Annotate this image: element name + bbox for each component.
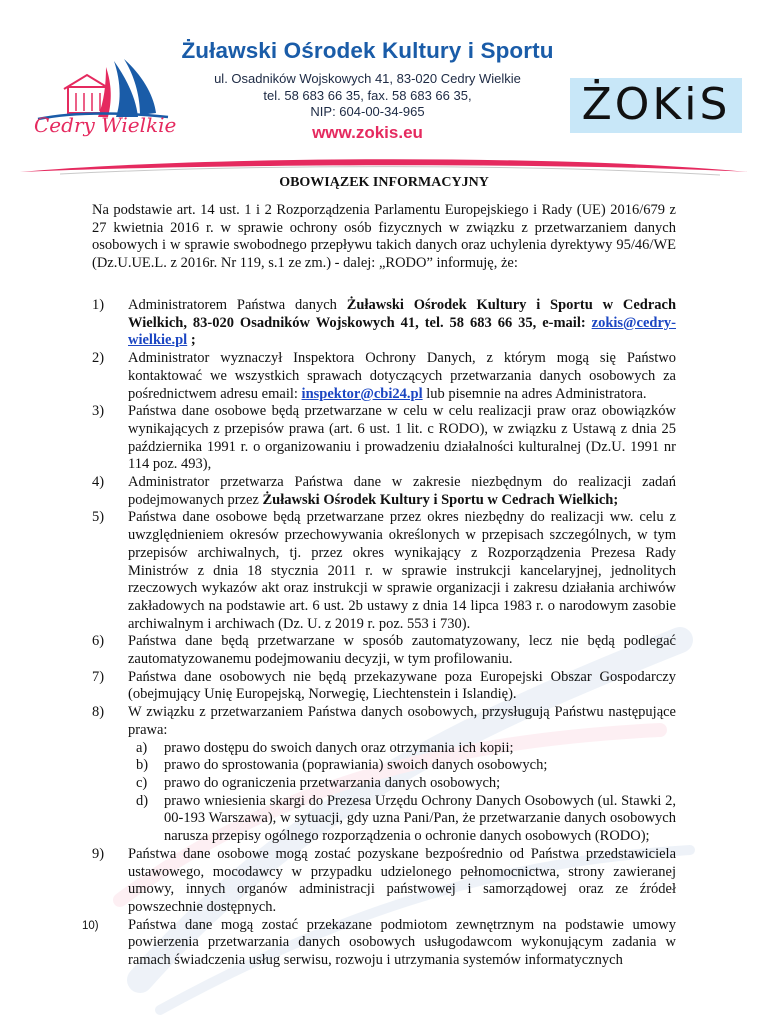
cedry-wielkie-logo-text: Cedry Wielkie xyxy=(34,113,177,137)
item-number: 5) xyxy=(92,509,105,526)
list-item xyxy=(92,474,676,509)
list-item xyxy=(92,403,676,474)
sub-item-letter: b) xyxy=(136,757,149,774)
sub-item-text: prawo do sprostowania (poprawiania) swoich danych osobowych; xyxy=(164,757,548,774)
sublist-item xyxy=(128,740,676,758)
sub-item-letter: c) xyxy=(136,774,148,791)
item-bold-text: ; xyxy=(187,332,196,349)
sub-item-letter: a) xyxy=(136,739,148,756)
clause-list xyxy=(82,297,677,970)
organization-name: Żuławski Ośrodek Kultury i Sportu xyxy=(181,38,554,63)
sub-item-text: prawo wniesienia skargi do Prezesa Urzędu Ochrony Danych Osobowych (ul. Stawki 2, 00-193 Warszawa), w sytuacji, gdy uzna Pani/Pan, że przetwarzanie danych osobowych narusza przepisy ogólnego rozporządzenia o ochronie danych osobowych (RODO); xyxy=(164,792,676,845)
intro-paragraph: Na podstawie art. 14 ust. 1 i 2 Rozporządzenia Parlamentu Europejskiego i Rady (UE) 2016/679 z 27 kwietnia 2016 r. w sprawie ochrony osób fizycznych w związku z przetwarzaniem danych osobowych i w sprawie swobodnego przepływu takich danych oraz uchylenia dyrektywy 95/46/WE (Dz.U.UE.L. z 2016r. Nr 119, s.1 ze zm.) - dalej: „RODO” informuję, że: xyxy=(92,202,676,272)
item-number: 10) xyxy=(82,919,99,932)
rights-sublist xyxy=(128,740,676,846)
list-item xyxy=(92,704,676,846)
zokis-logo-text: ŻOKiS xyxy=(581,79,731,130)
item-bold-text: Żuławski Ośrodek Kultury i Sportu w Cedrach Wielkich; xyxy=(262,491,619,508)
list-item xyxy=(92,509,676,633)
inspector-email-link[interactable]: inspektor@cbi24.pl xyxy=(301,385,423,402)
organization-nip: NIP: 604-00-34-965 xyxy=(310,104,425,119)
item-number: 6) xyxy=(92,633,105,650)
item-text: lub pisemnie na adres Administratora. xyxy=(422,385,647,402)
item-text: Państwa dane osobowe mogą zostać pozyskane bezpośrednio od Państwa przedstawiciela ustawowego, mocodawcy w przypadku udzielonego pełnomocnictwa, strony zawieranej umowy, innych organów administracji państwowej i samorządowej oraz ze źródeł powszechnie dostępnych. xyxy=(128,845,676,915)
list-item xyxy=(92,846,676,917)
item-text: Administrator przetwarza Państwa dane w zakresie niezbędnym do realizacji zadań podejmowanych przez xyxy=(128,474,676,508)
sublist-item xyxy=(128,775,676,793)
list-item xyxy=(92,669,676,704)
sub-item-text: prawo dostępu do swoich danych oraz otrzymania ich kopii; xyxy=(164,739,514,756)
item-text: Administrator wyznaczył Inspektora Ochrony Danych, z którym mogą się Państwo kontaktować we wszystkich sprawach dotyczących przetwarzania danych osobowych za pośrednictwem adresu email: xyxy=(128,350,676,402)
item-text: Państwa dane mogą zostać przekazane podmiotom zewnętrznym na podstawie umowy powierzenia przetwarzania danych osobowych usługodawcom wykonującym zadania w ramach świadczenia usług serwisu, rozwoju i utrzymania systemów informatycznych xyxy=(128,916,676,969)
organization-phone: tel. 58 683 66 35, fax. 58 683 66 35, xyxy=(263,87,472,103)
sub-item-letter: d) xyxy=(136,792,149,809)
item-text: W związku z przetwarzaniem Państwa danych osobowych, przysługują Państwu następujące prawa: xyxy=(128,704,676,738)
document-title: OBOWIĄZEK INFORMACYJNY xyxy=(279,175,489,190)
item-text: Państwa dane osobowych nie będą przekazywane poza Europejski Obszar Gospodarczy (obejmujący Unię Europejską, Norwegię, Liechtenstein i Islandię). xyxy=(128,668,676,703)
item-number: 2) xyxy=(92,350,105,367)
item-number: 7) xyxy=(92,668,105,685)
item-text: Państwa dane osobowe będą przetwarzane w celu w celu realizacji praw oraz obowiązków wynikających z przepisów prawa (art. 6 ust. 1 lit. c RODO), w związku z Ustawą z dnia 25 października 1991 r. o organizowaniu i prowadzeniu działalności kulturalnej (Dz.U. 1991 nr 114 poz. 493), xyxy=(128,403,676,473)
sub-item-text: prawo do ograniczenia przetwarzania danych osobowych; xyxy=(164,774,501,791)
item-number: 8) xyxy=(92,704,105,721)
administrator-email-link[interactable]: zokis@cedry-wielkie.pl xyxy=(128,314,676,349)
list-item xyxy=(92,350,676,403)
item-text: Państwa dane będą przetwarzane w sposób zautomatyzowany, lecz nie będą podlegać zautomatyzowanemu podejmowaniu decyzji, w tym profilowaniu. xyxy=(128,633,676,668)
item-number: 3) xyxy=(92,403,105,420)
sublist-item xyxy=(128,793,676,846)
sublist-item xyxy=(128,757,676,775)
organization-website[interactable]: www.zokis.eu xyxy=(312,122,423,142)
item-number: 4) xyxy=(92,474,105,491)
organization-address: ul. Osadników Wojskowych 41, 83-020 Cedry Wielkie xyxy=(214,71,521,86)
item-text: Administratorem Państwa danych xyxy=(128,297,347,313)
item-text: Państwa dane osobowe będą przetwarzane przez okres niezbędny do realizacji ww. celu z uwzględnieniem okresów przechowywania określonych w przepisach szczególnych, w tym przepisów archiwalnych, tj. przez okres wynikający z Rozporządzenia Prezesa Rady Ministrów z dnia 18 stycznia 2011 r. w sprawie instrukcji kancelaryjnej, jednolitych rzeczowych wykazów akt oraz instrukcji w sprawie organizacji i zakresu działania archiwów zakładowych na podstawie art. 6 ust. 2b ustawy z dnia 14 lipca 1983 r. o narodowym zasobie archiwalnym i archiwach (Dz. U. z 2019 r. poz. 553 i 730). xyxy=(128,509,676,632)
item-number: 1) xyxy=(92,297,105,313)
list-item xyxy=(92,297,676,350)
list-item xyxy=(92,633,676,668)
item-bold-text: Żuławski Ośrodek Kultury i Sportu w Cedrach Wielkich, 83-020 Osadników Wojskowych 41, tel. 58 683 66 35, e-mail: xyxy=(128,297,677,331)
item-number: 9) xyxy=(92,845,105,862)
list-item xyxy=(82,916,676,970)
